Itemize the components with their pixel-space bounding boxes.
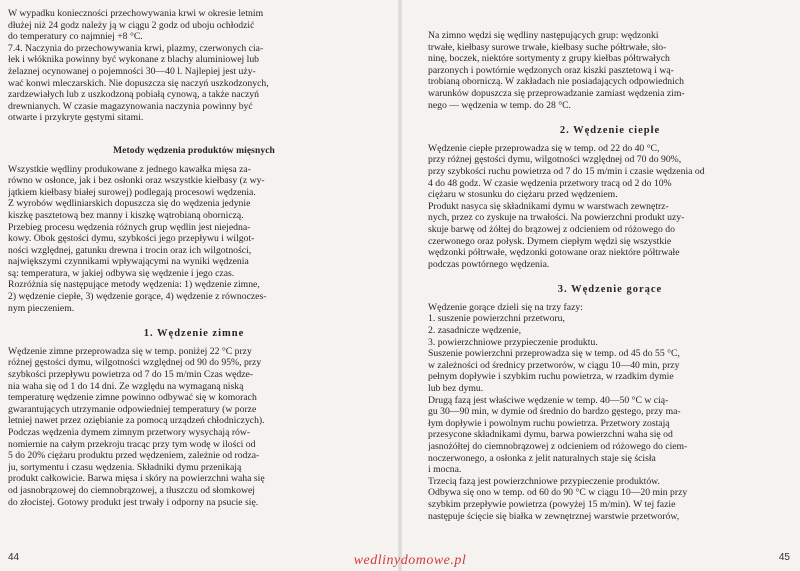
text-line: 1. suszenie powierzchni przetworu, (428, 313, 565, 325)
text-line: łym dopływie i powolnym ruchu powietrza. Przetwory zostają (428, 417, 670, 429)
text-line: równo w osłonce, jak i bez osłonki oraz wszystkie kiełbasy (z wy- (8, 175, 265, 187)
text-line: temperaturę wędzenie zimne powinno odbywać się w komorach (8, 392, 257, 404)
text-line: letniej nawet przez oziębianie za pomocą urządzeń chłodniczych). (8, 415, 265, 427)
text-line: jasnożółtej do ciemnobrązowej z odcieniem od różowego do ciem- (428, 441, 688, 452)
text-line: Produkt nasyca się składnikami dymu w warstwach zewnętrz- (428, 200, 669, 212)
text-line: trobianą oborniczą. W zakładach nie posiadających odpowiednich (428, 76, 684, 88)
text-line: do temperatury co najmniej +8 °C. (8, 31, 143, 43)
right-intro-paragraph (428, 30, 792, 111)
text-line: ju, sortymentu i czasu wędzenia. Składniki dymu przenikają (8, 461, 242, 473)
hot-smoking-heading: 3. Wędzenie gorące (557, 284, 663, 296)
text-line: 7.4. Naczynia do przechowywania krwi, plazmy, czerwonych cia- (8, 42, 264, 54)
text-line: kowy. Obok gęstości dymu, szybkości jego przepływu i wilgot- (8, 233, 255, 245)
text-line: ności względnej, gatunku drewna i trocin oraz ich wilgotności, (8, 244, 252, 256)
right-column (428, 30, 792, 522)
text-line: szybkości przepływu powietrza od 7 do 15 m/min Czas wędze- (8, 369, 254, 381)
text-line: Na zimno wędzi się wędliny następujących grup: wędzonki (428, 30, 659, 41)
text-line: od jasnobrązowej do ciemnobrązowej, a tłuszczu od słomkowej (8, 484, 255, 496)
text-line: pełnym dopływie i szybkim ruchu powietrza, w rzadkim dymie (428, 371, 674, 383)
text-line: Z wyrobów wędliniarskich dopuszcza się do wędzenia jedynie (8, 198, 251, 210)
cold-smoking-paragraph (8, 346, 380, 508)
text-line: noczerwonego, a osłonka z jelit naturalnych staje się ścisła (428, 452, 656, 464)
text-line: Trzecią fazą jest powierzchniowe przypieczenie produktów. (428, 475, 660, 487)
text-line: parzonych i powtórnie wędzonych oraz kiszki pasztetową i wą- (428, 64, 674, 76)
text-line: żelaznej ocynowanej o pojemności 30—40 l. Najlepiej jest uży- (8, 65, 256, 77)
text-line: do złocistej. Gotowy produkt jest trwały i odporny na psucie się. (8, 496, 259, 508)
text-line: 3. powierzchniowe przypieczenie produktu. (428, 336, 598, 348)
left-intro-paragraph (8, 8, 380, 124)
text-line: Podczas wędzenia dymem zimnym przetwory wysychają rów- (8, 427, 251, 438)
text-line: otwarte i przykryte gęstymi sitami. (8, 112, 144, 124)
text-line: łek i włóknika powinny być wykonane z blachy aluminiowej lub (8, 54, 260, 66)
text-line: W wypadku konieczności przechowywania krwi w okresie letnim (8, 8, 264, 19)
text-line: podczas powtórnego wędzenia. (428, 258, 550, 270)
text-line: ninę, boczek, niektóre sortymenty z grupy kiełbas półtrwałych (428, 53, 670, 65)
warm-smoking-paragraph (428, 143, 792, 271)
text-line: Przebieg procesu wędzenia różnych grup wędlin jest niejedna- (8, 221, 251, 233)
text-line: Wędzenie zimne przeprowadza się w temp. poniżej 22 °C przy (8, 345, 252, 357)
text-line: 5 do 20% ciężaru produktu przed wędzeniem, zależnie od rodza- (8, 450, 260, 462)
text-line: nomiernie na całym przekroju tracąc przy tym wodę w ilości od (8, 438, 256, 450)
page-number-left: 44 (8, 552, 20, 563)
text-line: 2. zasadnicze wędzenie, (428, 325, 522, 337)
text-line: przesycone składnikami dymu, barwa powierzchni waha się od (428, 429, 673, 441)
text-line: Wędzenie ciepłe przeprowadza się w temp. od 22 do 40 °C, (428, 142, 660, 154)
text-line: 4 do 48 godz. W czasie wędzenia przetwory tracą od 2 do 10% (428, 177, 672, 189)
text-line: wędzonki półtrwałe, wędzonki gotowane oraz niektóre półtrwałe (428, 247, 680, 259)
methods-paragraph (8, 164, 380, 315)
hot-smoking-paragraph (428, 302, 792, 522)
text-line: Suszenie powierzchni przeprowadza się w temp. od 45 do 55 °C, (428, 348, 680, 360)
page-number-right: 45 (778, 552, 790, 563)
left-column (8, 8, 380, 508)
text-line: następuje ścięcie się białka w zewnętrznej warstwie przetworów, (428, 510, 680, 522)
section-heading: Metody wędzenia produktów mięsnych (113, 145, 275, 156)
text-line: i mocna. (428, 464, 462, 476)
text-line: szybkim przepływie powietrza (powyżej 15 m/min). W tej fazie (428, 498, 676, 510)
text-line: drewnianych. W czasie magazynowania naczynia powinny być (8, 100, 253, 112)
text-line: dłużej niż 24 godz należy ją w ciągu 2 godz od uboju ochłodzić (8, 19, 255, 31)
text-line: lub bez dymu. (428, 383, 484, 395)
text-line: produkt całkowicie. Barwa mięsa i skóry na powierzchni waha się (8, 473, 265, 485)
text-line: Drugą fazą jest właściwe wędzenie w temp. 40—50 °C w cią- (428, 394, 669, 406)
text-line: nego — wędzenia w temp. do 28 °C. (428, 99, 571, 111)
text-line: warunków dopuszcza się przeprowadzanie zamiast wędzenia zim- (428, 87, 685, 99)
text-line: Odbywa się ono w temp. od 60 do 90 °C w ciągu 10—20 min przy (428, 487, 688, 499)
text-line: nia waha się od 1 do 14 dni. Ze względu na wymaganą niską (8, 380, 244, 392)
text-line: różnej gęstości dymu, wilgotności względnej od 90 do 95%, przy (8, 357, 262, 369)
text-line: gwarantujących utrzymanie odpowiedniej temperatury (w porze (8, 403, 257, 415)
text-line: kiszkę pasztetową bez manny i kiszkę wątrobianą oborniczą. (8, 209, 244, 221)
text-line: są: temperatura, w jakiej odbywa się wędzenie i jego czas. (8, 267, 235, 279)
text-line: Wszystkie wędliny produkowane z jednego kawałka mięsa za- (8, 163, 251, 175)
watermark-text: wedlinydomowe.pl (353, 553, 467, 568)
text-line: przy szybkości ruchu powietrza od 7 do 15 m/min i czasie wędzenia od (428, 165, 705, 177)
text-line: zardzewiałych lub z uszkodzoną pobiałą cynową, a także naczyń (8, 89, 259, 101)
text-line: 2) wędzenie ciepłe, 3) wędzenie gorące, 4) wędzenie z równoczes- (8, 291, 267, 303)
text-line: skuje barwę od żółtej do brązowej z odcieniem od różowego do (428, 223, 675, 235)
right-page (400, 0, 800, 571)
text-line: Rozróżnia się następujące metody wędzenia: 1) wędzenie zimne, (8, 279, 260, 291)
text-line: nym pieczeniem. (8, 302, 75, 314)
text-line: Wędzenie gorące dzieli się na trzy fazy: (428, 301, 583, 313)
text-line: jątkiem kiełbasy białej surowej) podlegają procesowi wędzenia. (8, 186, 256, 198)
text-line: wać konwi mleczarskich. Nie dopuszcza się naczyń uszkodzonych, (8, 77, 269, 89)
text-line: w zależności od średnicy przetworów, w ciągu 10—40 min, przy (428, 359, 680, 371)
text-line: największymi czynnikami wpływającymi na wyniki wędzenia (8, 256, 249, 268)
warm-smoking-heading: 2. Wędzenie ciepłe (559, 125, 661, 137)
text-line: czerwonego oraz połysk. Dymem ciepłym wędzi się wszystkie (428, 235, 672, 247)
text-line: ciężaru w stosunku do ciężaru przed wędzeniem. (428, 189, 618, 201)
text-line: przy różnej gęstości dymu, wilgotności względnej od 70 do 90%, (428, 154, 682, 166)
text-line: nych, przez co zyskuje na trwałości. Na powierzchni produkt uzy- (428, 212, 685, 224)
text-line: gu 30—90 min, w dymie od średnio do bardzo gęstego, przy ma- (428, 406, 681, 418)
cold-smoking-heading: 1. Wędzenie zimne (143, 328, 245, 340)
text-line: trwałe, kiełbasy surowe trwałe, kiełbasy suche półtrwałe, sło- (428, 41, 667, 53)
